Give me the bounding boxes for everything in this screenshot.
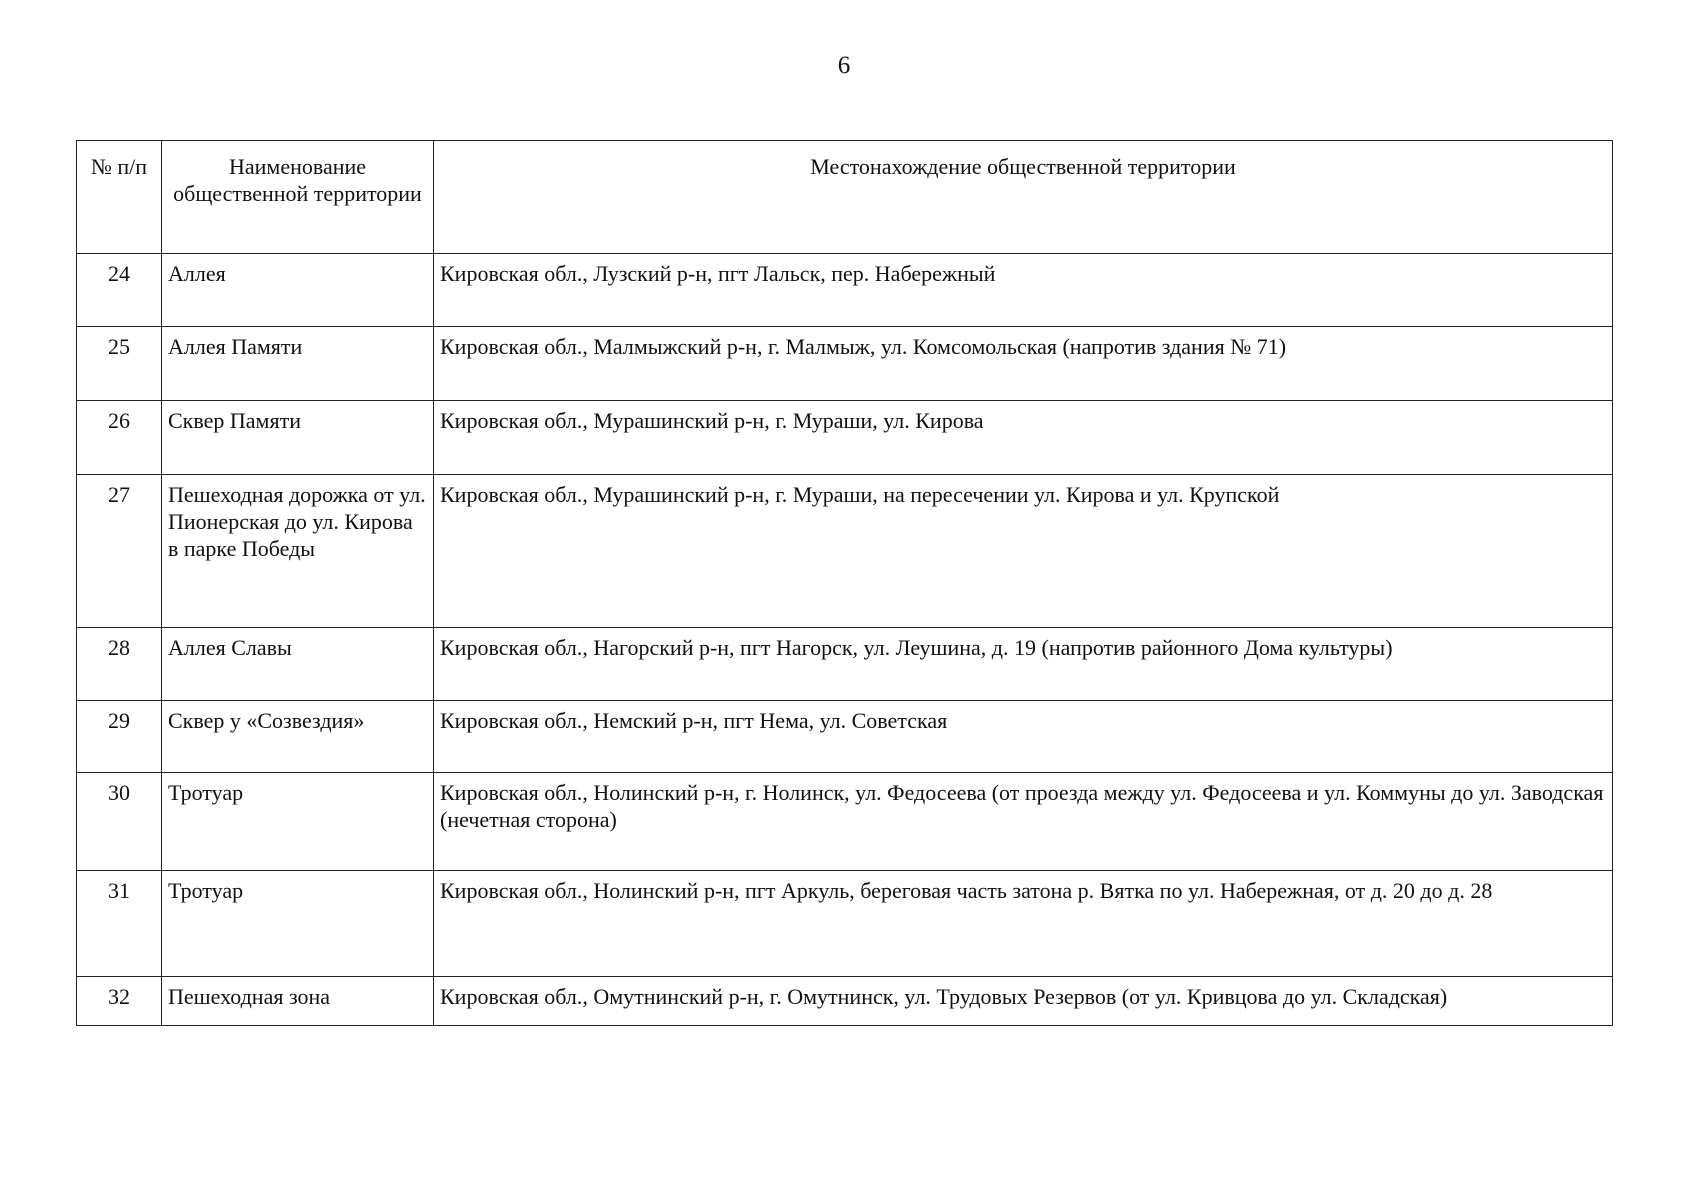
row-number: 32 [77, 977, 162, 1026]
territory-name: Аллея Славы [162, 628, 434, 701]
territory-location: Кировская обл., Нолинский р-н, пгт Аркуль, береговая часть затона р. Вятка по ул. Набережная, от д. 20 до д. 28 [434, 871, 1613, 977]
territory-name: Тротуар [162, 773, 434, 871]
territory-name: Пешеходная зона [162, 977, 434, 1026]
territory-name: Сквер Памяти [162, 401, 434, 475]
territory-location: Кировская обл., Малмыжский р-н, г. Малмыж, ул. Комсомольская (напротив здания № 71) [434, 327, 1613, 401]
table-row [77, 871, 1613, 977]
row-number: 27 [77, 475, 162, 628]
territories-table [76, 140, 1613, 1026]
row-number: 28 [77, 628, 162, 701]
territory-name: Пешеходная дорожка от ул. Пионерская до ул. Кирова в парке Победы [162, 475, 434, 628]
row-number: 30 [77, 773, 162, 871]
row-number: 26 [77, 401, 162, 475]
table-row [77, 628, 1613, 701]
table-row [77, 401, 1613, 475]
table-row [77, 254, 1613, 327]
table-header-row [77, 141, 1613, 254]
row-number: 25 [77, 327, 162, 401]
territory-location: Кировская обл., Омутнинский р-н, г. Омутнинск, ул. Трудовых Резервов (от ул. Кривцова до ул. Складская) [434, 977, 1613, 1026]
territory-location: Кировская обл., Немский р-н, пгт Нема, ул. Советская [434, 701, 1613, 773]
row-number: 29 [77, 701, 162, 773]
territory-location: Кировская обл., Мурашинский р-н, г. Мураши, на пересечении ул. Кирова и ул. Крупской [434, 475, 1613, 628]
territory-location: Кировская обл., Лузский р-н, пгт Лальск, пер. Набережный [434, 254, 1613, 327]
row-number: 31 [77, 871, 162, 977]
territory-location: Кировская обл., Нагорский р-н, пгт Нагорск, ул. Леушина, д. 19 (напротив районного Дома культуры) [434, 628, 1613, 701]
header-location: Местонахождение общественной территории [434, 141, 1613, 254]
territory-name: Сквер у «Созвездия» [162, 701, 434, 773]
territory-location: Кировская обл., Мурашинский р-н, г. Мураши, ул. Кирова [434, 401, 1613, 475]
territory-name: Тротуар [162, 871, 434, 977]
header-num: № п/п [77, 141, 162, 254]
table-row [77, 977, 1613, 1026]
page-number: 6 [837, 52, 851, 79]
territory-location: Кировская обл., Нолинский р-н, г. Нолинск, ул. Федосеева (от проезда между ул. Федосеева и ул. Коммуны до ул. Заводская (нечетная сторона) [434, 773, 1613, 871]
header-name: Наименование общественной территории [162, 141, 434, 254]
table-row [77, 701, 1613, 773]
table-row [77, 475, 1613, 628]
table-row [77, 773, 1613, 871]
territory-name: Аллея Памяти [162, 327, 434, 401]
table-row [77, 327, 1613, 401]
territory-name: Аллея [162, 254, 434, 327]
row-number: 24 [77, 254, 162, 327]
